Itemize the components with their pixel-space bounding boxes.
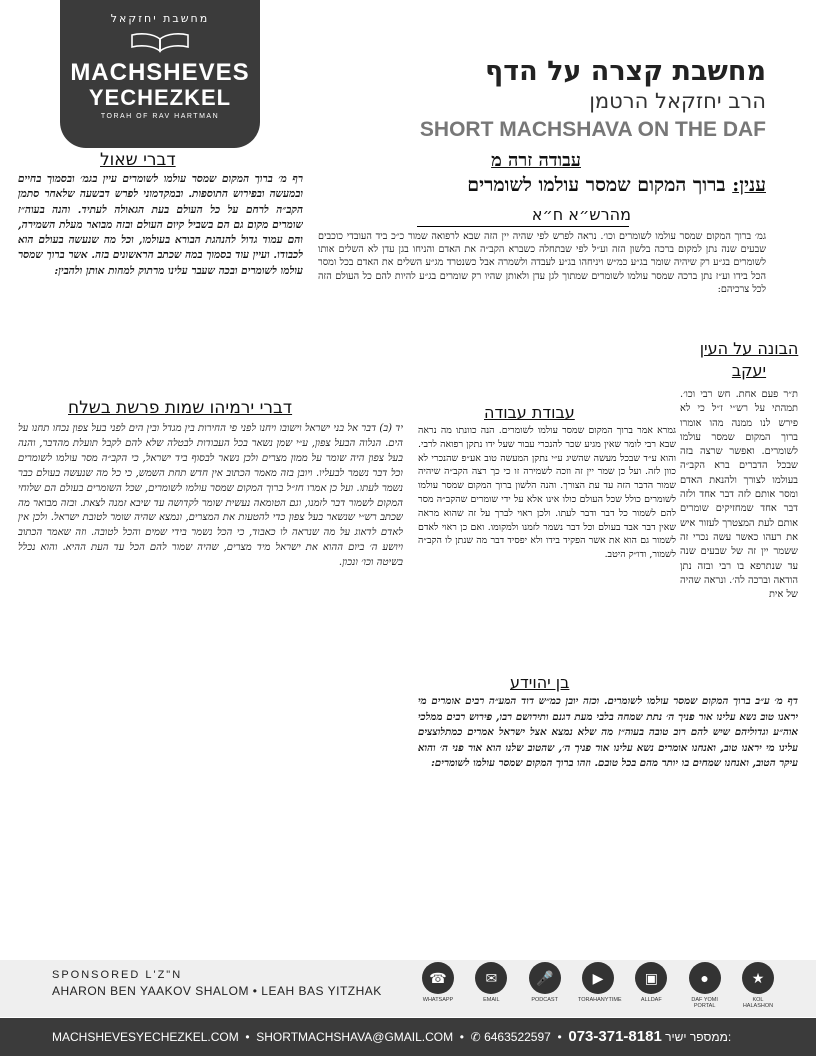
torahanytime-icon: ▶ — [582, 962, 614, 994]
logo-tagline: TORAH OF RAV HARTMAN — [100, 113, 220, 120]
email-label: EMAIL — [483, 997, 500, 1003]
sponsored-label: SPONSORED L'Z"N — [52, 969, 183, 981]
sponsored-names: AHARON BEN YAAKOV SHALOM • LEAH BAS YITZHAK — [52, 984, 382, 998]
kolhalashon-number[interactable]: 073-371-8181 — [568, 1028, 662, 1045]
avodas-avodah-body: גמרא אמר ברוך המקום שמסר עולמו לשומרים. הנה כוונתו מה נראה שבא רבי לומר שאין מגיע שכר להנכרי עבור שעל ידו נתקן רפואה לרבי. והוא ע״ד שבכל מעשה שהשיג ע״י נתקן המעשה טוב אע״פ שהנכרי לא כוון לזה. ועל כן שמר יין זה וזכה לשמירה זו כי כך רצה הקב״ה שיהיה שמור הדבר הזה עד עת הצורך. והנה הלשון ברוך המקום שמסר עולמו לשומרים כולל שכל העולם כולו אינו אלא על ידי שומרים שהקב״ה מסר להם לשמור כל דבר ודבר לעתו. ולכן ראוי לברך על זה שהוא מראה שאין דבר אבד בעולם וכל דבר נשמר לזמנו ולמקומו. ואם כן ראוי לאדם לשמור גם הוא את אשר הפקיד בידו ולא יפסיד דבר מה שנתן לו הקב״ה לשמור, ודו״ק היטב. — [418, 425, 676, 561]
logo — [60, 0, 260, 148]
email-icon: ✉ — [475, 962, 507, 994]
tractate-title: עבודה זרה מ — [491, 150, 581, 171]
whatsapp-label: WHATSAPP — [422, 997, 454, 1003]
subject-text: ברוך המקום שמסר עולמו לשומרים — [467, 174, 726, 196]
page-title-hebrew: מחשבת קצרה על הדף — [485, 56, 766, 87]
logo-line1: MACHSHEVES — [70, 59, 250, 86]
kolhalashon-icon: ★ — [742, 962, 774, 994]
alldaf-label: ALLDAF — [640, 997, 662, 1003]
subject-label: ענין: — [732, 174, 766, 196]
divrei-yirmiyahu-heading: דברי ירמיהו שמות פרשת בשלח — [68, 398, 293, 418]
maharsha-body: גמ׳ ברוך המקום שמסר עולמו לשומרים וכו׳. נראה לפרש לפי שהיה יין הזה שבא לרפואה שמור כ״כ ביד העובדי כוכבים שבעים שנה נתן למקום ברכה בלשון הזה וע״ל לפי שבתחלה כשברא הקב״ה את האדם והניחו בגן עדן לא השלים אותו לשומרים בג״ע רק שיהיה שומר בג״ע כמ״ש ויניחהו בג״ע לעבדה ולשמרה אבל כשנטרד מג״ע השלים את האדם בכל ומסר הכל בידו וע״ז נתן ברכה שמסר עולמו לשומרים שמתוך לגן עדן ולאותן שהיו רק שומרים בג״ע להיות להם כל העולם הזה לכל צרכיהם: — [318, 231, 766, 295]
kolhalashon-link[interactable] — [738, 962, 778, 1012]
torahanytime-label: TORAHANYTIME — [577, 997, 622, 1003]
maharsha-heading: מהרש״א ח״א — [531, 205, 631, 224]
podcast-label: PODCAST — [531, 997, 558, 1003]
havanah-body: ת״ר פעם אחת. חש רבי וכו׳. תמהתי על רש״י ז״ל כי לא פירש לנו ממנה מהו אומרו ברוך המקום שמסר עולמו לשומרים. ואפשר שרצה בזה שבכל הדברים ברא הקב״ה בעולמו לצורך ולהנאת האדם ומסר אותם לזה דבר אחד ולזה דבר אחד שמחזיקים שומרים אותם לעת המצטרך לעזור איש את רעהו כאשר עשה נכרי זה ששמר יין זה של שבעים שנה עד שנתרפא בו רבי ובזה נתן הודאה וברכה לה׳. ונראה שהיה של אית — [680, 389, 798, 601]
media-links — [418, 962, 778, 1012]
avodas-avodah-heading: עבודת עבודה — [484, 403, 575, 422]
logo-hebrew: מחשבת יחזקאל — [110, 12, 210, 25]
phone-icon: ✆ — [470, 1030, 481, 1044]
divrei-yirmiyahu-body: יד (ב) דבר אל בני ישראל וישובו ויחנו לפני פי החירות בין מגדל ובין הים לפני בעל צפון נכחו תחנו על הים. הנלוה הבעל צפון, ע״י שמן נשאר בכל העבודות לבטלה שלא להם לקבל תועלת מהדבר, והנה בעל צפון היה שומר על ממון מצרים ולכן נשאר לבסוף ביד ישראל, כי הקב״ה מסר עולמו לשומרים וכל דבר נשמר לבעליו. ויובן בזה מאמר הכתוב אין חדש תחת השמש, כי כל מה שנעשה בעולם כבר נשמר לעתו. ועל כן אמרו חז״ל ברוך המקום שמסר עולמו לשומרים, שכל השומרים בעולם הם שלוחי המקום לשמור דבר לזמנו, וגם הטומאה נעשית שומר לקדושה עד שיבא זמנה לצאת. ובזה מבואר מה שכתב רש״י שנשאר בעל צפון כדי להטעות את המצרים, ונמצא שהיה שומר לטובת ישראל. ולכן אין לאדם לדאוג על מה שנראה לו כאבוד, כי הכל נשמר בידי שמים והכל לטובה. וזה שאמר הכתוב ויושע ה׳ ביום ההוא את ישראל מיד מצרים, שהיה שמור להם הכל עד העת ההיא. והוא נכלל בשיטה וכו׳ ונכון. — [18, 423, 403, 569]
ben-yehoyada-body: דף מ׳ ע״ב ברוך המקום שמסר עולמו לשומרים. וכזה יובן כמ״ש דוד המע״ה רבים אומרים מי יראנו טוב נשא עלינו אור פניך ה׳ נתת שמחה בלבי מעת דגנם ותירושם רבו, פירוש רבים ממלכי אוה״ע וגדוליהם שיש להם רוב טובה בעוה״ז מה שלא נמצא אצל ישראל אמרים כמתלוצצים עלינו מי יראנו טוב, ואנחנו אומרים נשא עלינו אור פניך ה׳, שהטוב שלנו הוא אור פני ה׳ והוא עיקר הטוב, ואנחנו שמחים בו יותר מהם בכל טובם. וזהו ברוך המקום שמסר עולמו לשומרים: — [418, 695, 798, 770]
kolhalashon-direct-label: ממספר ישיר: — [665, 1030, 732, 1044]
email-address[interactable]: SHORTMACHSHAVA@GMAIL.COM — [256, 1030, 454, 1044]
rabbi-name: הרב יחזקאל הרטמן — [589, 89, 766, 113]
ben-yehoyada-heading: בן יהוידע — [510, 673, 570, 692]
torahanytime-link[interactable] — [577, 962, 622, 1012]
logo-line2: YECHEZKEL — [88, 85, 232, 110]
subject-line — [467, 174, 766, 197]
divrei-shaul-body: רף מ׳ ברוך המקום שמסר עולמו לשומרים עיין בגמ׳ ובסמוך בחיים ובמעשה ובפירוש התוספות. ובמקדמוני לפרש דבשעה שלאחר סתמן הקב״ה לרחם על כל העולם בעת הגאולה לעתיד. והנה בעוה״ז שומרים מקום גם הם בשביל קיום העולם ובזה מבואר מעלת השמירה, והם עמוד גדול להנהגת הבורא בעולמו, וכל מה שנעשה בעולם הוא לכבודו. ועיין עוד בסמוך במה שכתב הראשונים בזה. אשר ברוך שמסר עולמו לשומרים ובכה שעבר עלינו מרתוק למחות אותן ולהבין: — [18, 173, 303, 277]
kolhalashon-label: KOL HALASHON — [742, 997, 774, 1009]
havanah-heading: הבונה על העין יעקב — [699, 339, 799, 380]
divrei-shaul-heading: דברי שאול — [100, 150, 176, 170]
page-title-english: SHORT MACHSHAVA ON THE DAF — [419, 118, 766, 141]
open-book-icon — [130, 31, 190, 53]
dafyomiportal-link[interactable] — [685, 962, 725, 1012]
email-link[interactable] — [471, 962, 511, 1012]
alldaf-icon: ▣ — [635, 962, 667, 994]
dafyomiportal-label: DAF YOMI PORTAL — [691, 997, 718, 1009]
podcast-link[interactable] — [525, 962, 565, 1012]
phone-number[interactable]: 6463522597 — [484, 1030, 551, 1044]
whatsapp-icon: ☎ — [422, 962, 454, 994]
website-link[interactable]: MACHSHEVESYECHEZKEL.COM — [52, 1030, 239, 1044]
maharsha-underline — [417, 226, 629, 227]
whatsapp-link[interactable] — [418, 962, 458, 1012]
dafyomiportal-icon: ● — [689, 962, 721, 994]
contact-bar: MACHSHEVESYECHEZKEL.COM • SHORTMACHSHAVA@GMAIL.COM • ✆ 6463522597 • 073-371-8181 ממספר ישיר: — [0, 1018, 816, 1056]
podcast-icon: 🎤 — [529, 962, 561, 994]
alldaf-link[interactable] — [631, 962, 671, 1012]
